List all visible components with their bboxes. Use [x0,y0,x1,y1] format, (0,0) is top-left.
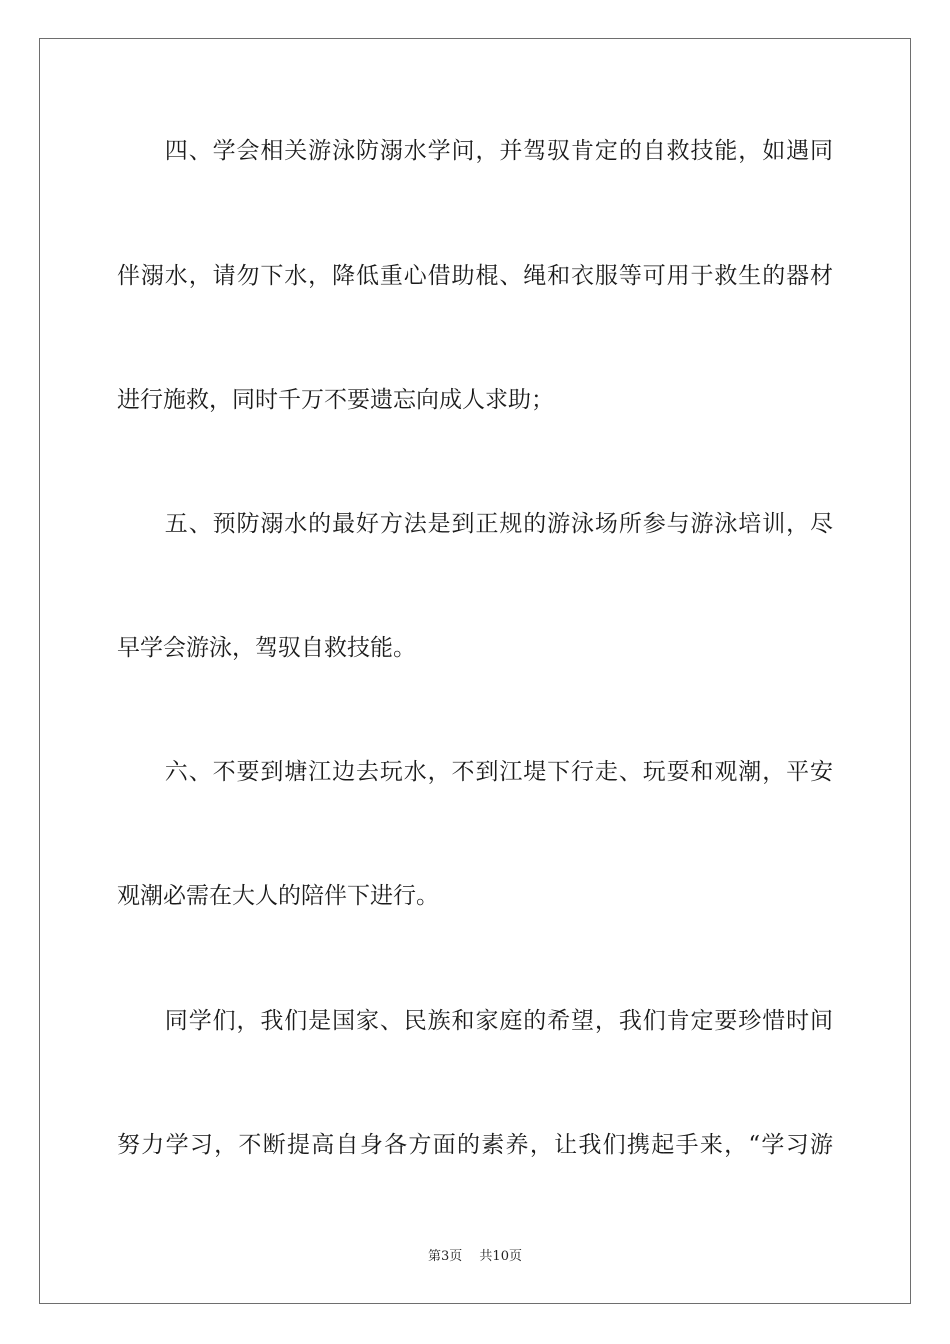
text-line-3: 进行施救，同时千万不要遗忘向成人求助； [117,387,554,413]
text-line-7: 观潮必需在大人的陪伴下进行。 [117,883,439,909]
text-line-4: 五、预防溺水的最好方法是到正规的游泳场所参与游泳培训，尽 [117,511,833,537]
text-line-1: 四、学会相关游泳防溺水学问，并驾驭肯定的自救技能，如遇同 [117,138,833,164]
page-border [39,38,911,1304]
text-line-6: 六、不要到塘江边去玩水，不到江堤下行走、玩耍和观潮，平安 [117,759,833,785]
text-line-5: 早学会游泳，驾驭自救技能。 [117,635,416,661]
text-line-8: 同学们，我们是国家、民族和家庭的希望，我们肯定要珍惜时间 [117,1008,833,1034]
text-line-2: 伴溺水，请勿下水，降低重心借助棍、绳和衣服等可用于救生的器材 [117,263,833,289]
text-line-9: 努力学习，不断提高自身各方面的素养，让我们携起手来，“学习游 [117,1132,833,1158]
page-number-footer: 第3页 共10页 [428,1249,522,1264]
